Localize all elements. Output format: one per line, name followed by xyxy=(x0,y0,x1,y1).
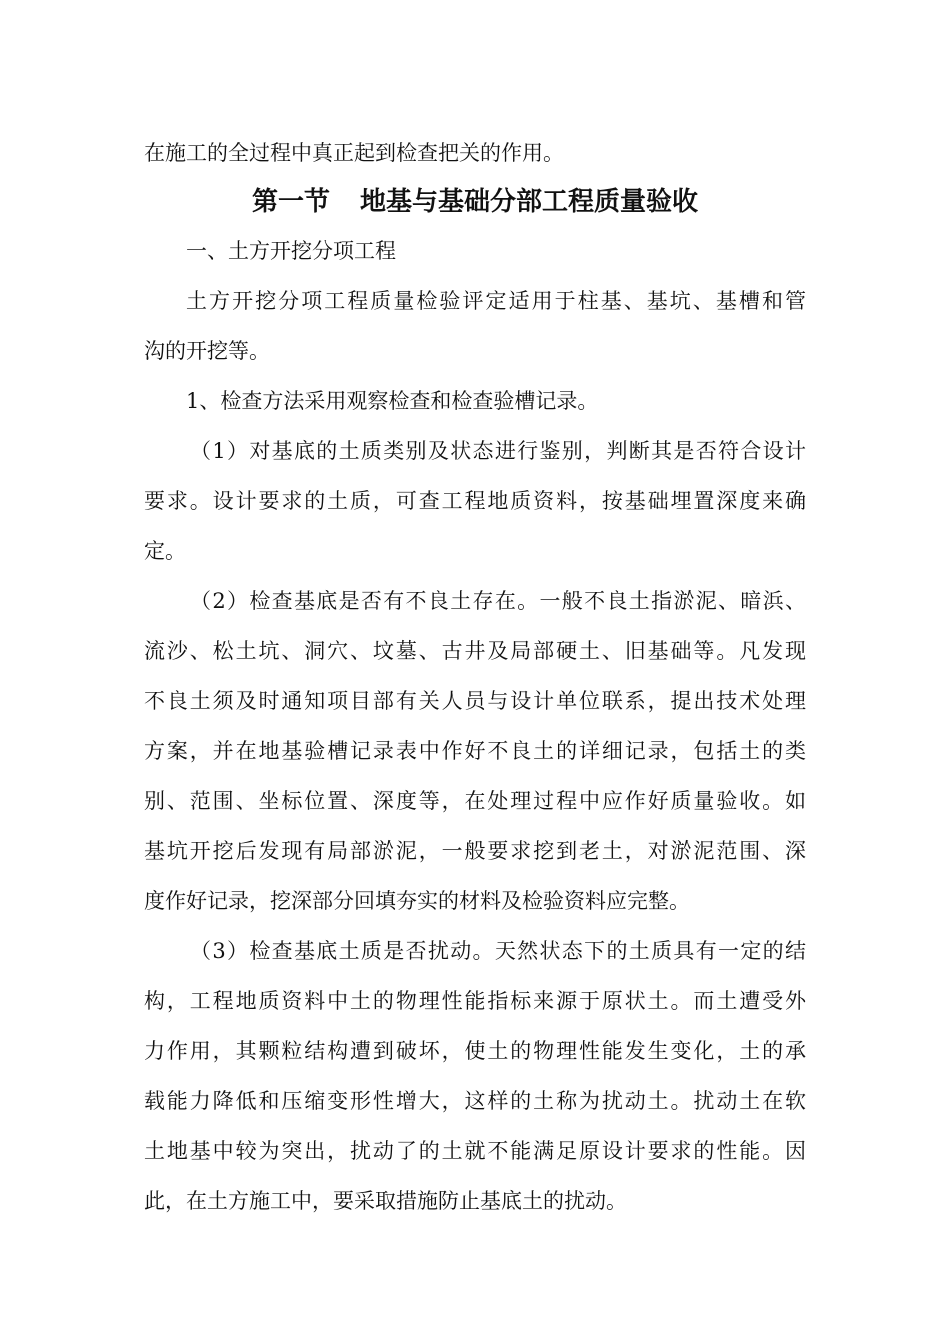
subsection-heading: 一、土方开挖分项工程 xyxy=(186,239,396,263)
body-line: 别、范围、坐标位置、深度等，在处理过程中应作好质量验收。如 xyxy=(144,789,806,813)
body-line: 方案，并在地基验槽记录表中作好不良土的详细记录，包括土的类 xyxy=(144,739,806,763)
body-line: 1、检查方法采用观察检查和检查验槽记录。 xyxy=(186,389,599,413)
body-line: 基坑开挖后发现有局部淤泥，一般要求挖到老土，对淤泥范围、深 xyxy=(144,839,806,863)
body-line: （2）检查基底是否有不良土存在。一般不良土指淤泥、暗浜、 xyxy=(190,589,806,613)
body-line: 沟的开挖等。 xyxy=(144,339,270,363)
body-line: 在施工的全过程中真正起到检查把关的作用。 xyxy=(144,141,564,165)
body-line: 土方开挖分项工程质量检验评定适用于柱基、基坑、基槽和管 xyxy=(186,289,806,313)
section-heading xyxy=(144,178,806,226)
document-body xyxy=(144,128,806,1226)
body-line: （3）检查基底土质是否扰动。天然状态下的土质具有一定的结 xyxy=(190,939,806,963)
body-line: 力作用，其颗粒结构遭到破坏，使土的物理性能发生变化，土的承 xyxy=(144,1039,806,1063)
body-line: （1）对基底的土质类别及状态进行鉴别，判断其是否符合设计 xyxy=(190,439,806,463)
section-title: 地基与基础分部工程质量验收 xyxy=(360,187,699,217)
body-line: 载能力降低和压缩变形性增大，这样的土称为扰动土。扰动土在软 xyxy=(144,1089,806,1113)
body-line: 此，在土方施工中，要采取措施防止基底土的扰动。 xyxy=(144,1189,627,1213)
body-line: 不良土须及时通知项目部有关人员与设计单位联系，提出技术处理 xyxy=(144,689,806,713)
body-line: 土地基中较为突出，扰动了的土就不能满足原设计要求的性能。因 xyxy=(144,1139,806,1163)
body-line: 度作好记录，挖深部分回填夯实的材料及检验资料应完整。 xyxy=(144,889,690,913)
body-line: 定。 xyxy=(144,539,186,563)
body-line: 构，工程地质资料中土的物理性能指标来源于原状土。而土遭受外 xyxy=(144,989,806,1013)
body-line: 流沙、松土坑、洞穴、坟墓、古井及局部硬土、旧基础等。凡发现 xyxy=(144,639,806,663)
body-line: 要求。设计要求的土质，可查工程地质资料，按基础埋置深度来确 xyxy=(144,489,806,513)
section-number: 第一节 xyxy=(251,187,330,217)
